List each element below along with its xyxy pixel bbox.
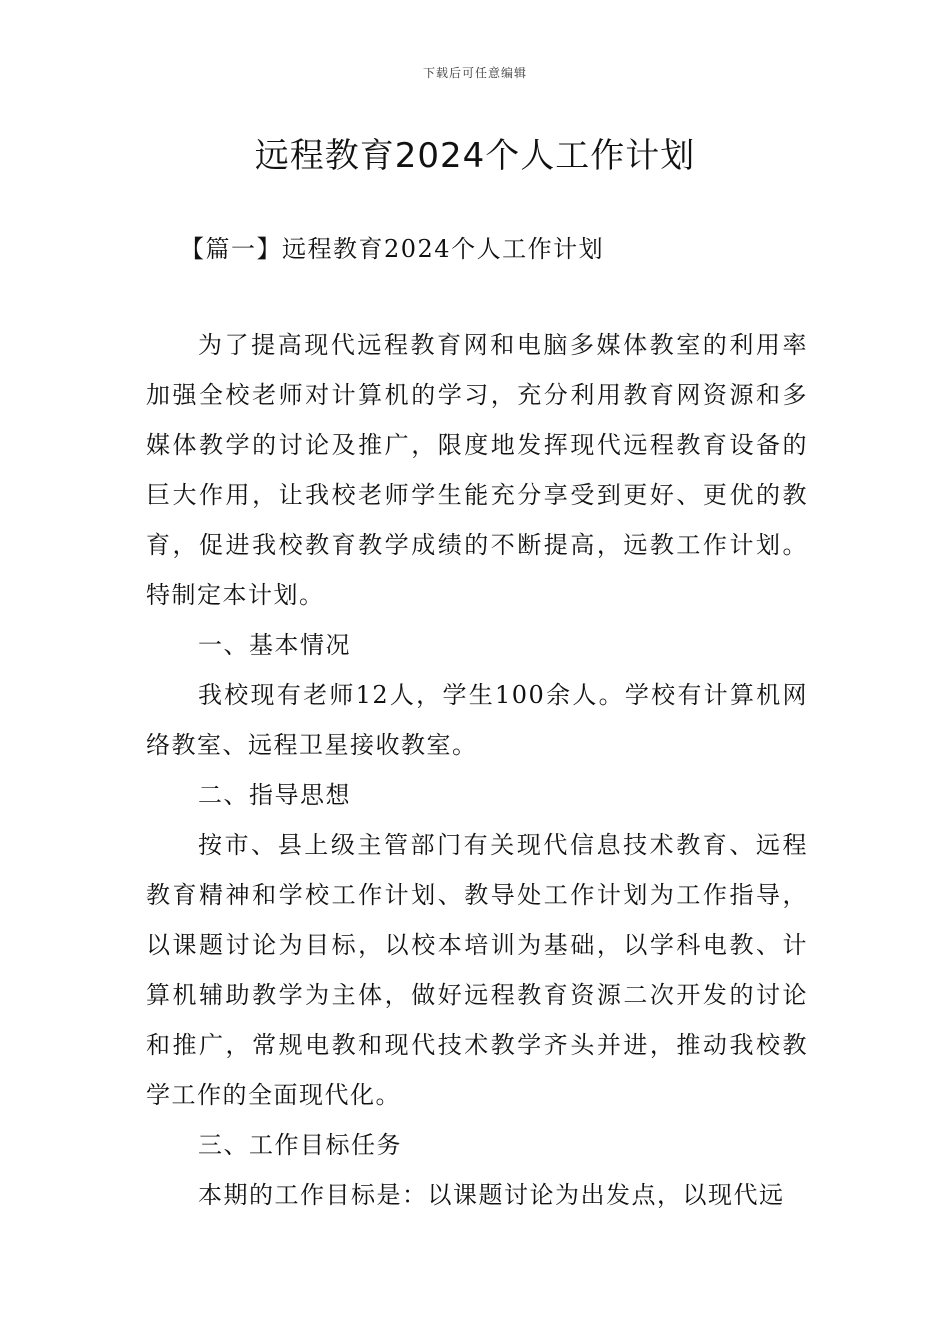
- document-body: [146, 224, 808, 1220]
- heading-basic-situation: 一、基本情况: [198, 631, 351, 659]
- paragraph-work-goals: 本期的工作目标是：以课题讨论为出发点，以现代远: [198, 1181, 785, 1209]
- heading-work-goals: 三、工作目标任务: [198, 1131, 402, 1159]
- paragraph-intro: 为了提高现代远程教育网和电脑多媒体教室的利用率加强全校老师对计算机的学习，充分利用教育网资源和多媒体教学的讨论及推广，限度地发挥现代远程教育设备的巨大作用，让我校老师学生能充分享受到更好、更优的教育，促进我校教育教学成绩的不断提高，远教工作计划。特制定本计划。: [146, 331, 808, 609]
- paragraph-basic-situation: 我校现有老师12人，学生100余人。学校有计算机网络教室、远程卫星接收教室。: [146, 681, 808, 759]
- document-title: 远程教育2024个人工作计划: [254, 136, 696, 176]
- heading-guiding-ideology: 二、指导思想: [198, 781, 351, 809]
- header-note: 下载后可任意编辑: [422, 66, 527, 80]
- section-title: 【篇一】远程教育2024个人工作计划: [180, 235, 605, 263]
- paragraph-guiding-ideology: 按市、县上级主管部门有关现代信息技术教育、远程教育精神和学校工作计划、教导处工作计划为工作指导，以课题讨论为目标，以校本培训为基础，以学科电教、计算机辅助教学为主体，做好远程教育资源二次开发的讨论和推广，常规电教和现代技术教学齐头并进，推动我校教学工作的全面现代化。: [146, 831, 808, 1109]
